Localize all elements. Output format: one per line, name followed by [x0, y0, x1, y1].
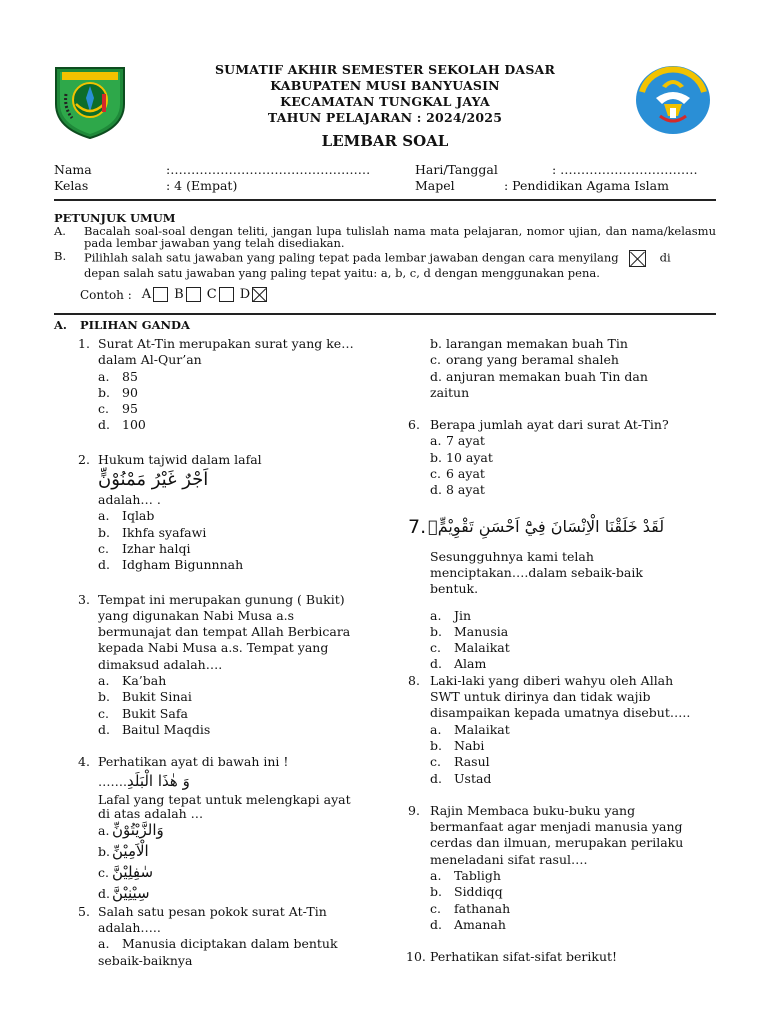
option-letter: c. [98, 540, 109, 556]
mapel-label: Mapel [415, 178, 455, 193]
question-text: cerdas dan ilmuan, merupakan perilaku [430, 835, 684, 851]
questions-right-column [408, 336, 708, 966]
question-number: 6. [408, 417, 420, 433]
question-text: Sesungguhnya kami telah [430, 548, 594, 564]
question-4 [78, 754, 378, 904]
option-text: Iqlab [122, 508, 155, 524]
option-b [98, 841, 378, 862]
option-letter: d. [430, 916, 442, 932]
option-letter: d. [430, 368, 442, 384]
musi-banyuasin-emblem-icon [52, 64, 128, 140]
option-c [430, 754, 708, 770]
option-letter: a. [98, 673, 110, 689]
question-text: dimaksud adalah…. [98, 656, 223, 672]
option-letter: b. [98, 689, 110, 705]
option-letter: c. [98, 705, 109, 721]
question-number: 9. [408, 802, 420, 818]
question-5 [78, 904, 378, 969]
option-text: anjuran memakan buah Tin dan [446, 368, 648, 384]
checkbox-icon [219, 287, 234, 302]
option-text: 6 ayat [446, 466, 485, 482]
option-d [430, 771, 708, 787]
checkbox-icon [186, 287, 201, 302]
section-label: A. [54, 318, 67, 332]
question-number: 3. [78, 591, 90, 607]
option-c [430, 901, 708, 917]
option-text: Ikhfa syafawi [122, 524, 207, 540]
option-text: سٰفِلِيْنَّ [112, 862, 154, 881]
option-a [430, 608, 708, 624]
option-c [430, 640, 708, 656]
instruction-a-label: A. [54, 223, 66, 238]
example-option-c-letter: C [206, 287, 217, 302]
option-b [430, 450, 708, 466]
option-letter: a. [430, 868, 442, 884]
option-d [98, 557, 378, 573]
question-number: 2. [78, 451, 90, 467]
question-text: bermunajat dan tempat Allah Berbicara [98, 624, 351, 640]
option-letter: a. [98, 822, 110, 838]
nama-field[interactable]: :………………………………………… [166, 162, 371, 177]
option-text: Bukit Safa [122, 705, 188, 721]
option-text: Tabligh [454, 868, 501, 884]
option-text: Malaikat [454, 721, 510, 737]
tut-wuri-handayani-emblem-icon [634, 64, 712, 136]
option-a [430, 722, 708, 738]
divider-top [54, 199, 716, 201]
option-a [98, 369, 378, 385]
option-letter: b. [98, 843, 110, 859]
question-number: 8. [408, 672, 420, 688]
option-letter: d. [430, 656, 442, 672]
option-letter: b. [430, 623, 442, 639]
option-text: Idgham Bigunnnah [122, 557, 244, 573]
option-letter: a. [430, 721, 442, 737]
question-text: Berapa jumlah ayat dari surat At-Tin? [430, 417, 669, 433]
option-a [430, 433, 708, 449]
question-3 [78, 592, 378, 739]
option-text: 100 [122, 417, 146, 433]
option-letter: b. [430, 449, 442, 465]
questions-left-column [78, 336, 378, 969]
option-text: Bukit Sinai [122, 689, 192, 705]
document-header [150, 62, 620, 150]
instruction-b-text-3: depan salah satu jawaban yang paling tepat yaitu: a, b, c, d dengan menggunakan pena. [84, 265, 600, 280]
example-option-d [240, 287, 271, 302]
option-letter: c. [430, 754, 441, 770]
option-b [430, 884, 708, 900]
question-5-continued [408, 336, 708, 401]
option-d [430, 656, 708, 672]
instruction-b-label: B. [54, 248, 67, 263]
option-b [430, 336, 708, 352]
option-b [98, 385, 378, 401]
option-continuation: sebaik-baiknya [98, 952, 193, 968]
instructions [54, 212, 716, 279]
option-text: 85 [122, 368, 138, 384]
hari-label: Hari/Tanggal [415, 162, 498, 177]
option-continuation: zaitun [430, 384, 470, 400]
sheet-title: LEMBAR SOAL [321, 132, 449, 150]
option-letter: a. [430, 607, 442, 623]
option-letter: d. [430, 482, 442, 498]
option-text: Amanah [454, 916, 506, 932]
option-text: 10 ayat [446, 449, 493, 465]
header-line-3: KECAMATAN TUNGKAL JAYA [280, 94, 490, 109]
option-text: Rasul [454, 754, 490, 770]
question-text: disampaikan kepada umatnya disebut….. [430, 705, 691, 721]
option-a [98, 936, 378, 952]
option-text: Baitul Maqdis [122, 721, 211, 737]
question-number: 4. [78, 754, 90, 770]
option-letter: a. [98, 508, 110, 524]
option-text: الْاَمِيْنِّ [112, 841, 149, 860]
option-letter: c. [98, 401, 109, 417]
arabic-verse-line [98, 771, 378, 792]
example-option-a-letter: A [141, 287, 152, 302]
option-text: Izhar halqi [122, 540, 191, 556]
header-line-4: TAHUN PELAJARAN : 2024/2025 [267, 110, 503, 125]
question-1 [78, 336, 378, 434]
nama-label: Nama [54, 162, 92, 177]
option-letter: c. [430, 466, 441, 482]
example-option-a [142, 287, 172, 302]
instruction-b-text-1: Pilihlah salah satu jawaban yang paling tepat pada lembar jawaban dengan cara menyilang [84, 250, 619, 264]
question-text: Rajin Membaca buku-buku yang [430, 802, 636, 818]
option-letter: b. [430, 336, 442, 351]
question-text: adalah….. [98, 920, 161, 936]
question-text: Perhatikan sifat-sifat berikut! [430, 949, 618, 965]
question-text: meneladani sifat rasul…. [430, 851, 588, 867]
option-letter: c. [430, 352, 441, 368]
question-text: adalah… . [98, 492, 161, 508]
example-option-b [174, 287, 205, 302]
question-text: menciptakan….dalam sebaik-baik [430, 564, 643, 580]
question-7 [408, 513, 708, 673]
option-text: Siddiqq [454, 884, 503, 900]
option-text: orang yang beramal shaleh [446, 352, 619, 368]
option-text: 95 [122, 401, 138, 417]
mapel-value: : Pendidikan Agama Islam [504, 178, 669, 193]
section-title: PILIHAN GANDA [80, 318, 190, 332]
example-label: Contoh : [80, 287, 132, 302]
instruction-b-text-2: di [659, 250, 671, 264]
identity-section [54, 162, 714, 194]
question-text: dalam Al-Qur’an [98, 352, 202, 368]
option-a [98, 508, 378, 524]
option-letter: b. [430, 737, 442, 753]
option-text: Manusia [454, 623, 509, 639]
option-letter: b. [98, 524, 110, 540]
option-c [98, 541, 378, 557]
option-letter: c. [430, 640, 441, 656]
option-letter: b. [430, 884, 442, 900]
arabic-text: لَقَدْ خَلَقْنَا الْاِنْسَانَ فِيْٓ اَحْسَنِ تَقْوِيْمٍّۖ [428, 516, 665, 536]
question-2 [78, 452, 378, 574]
question-text: Hukum tajwid dalam lafal [98, 451, 262, 467]
option-d [430, 917, 708, 933]
question-text: Surat At-Tin merupakan surat yang ke… [98, 336, 354, 351]
instruction-a-text: Bacalah soal-soal dengan teliti, jangan lupa tulislah nama mata pelajaran, nomor ujian, dan nama/kelasmu pada lembar jawaban yang telah disediakan. [84, 223, 716, 250]
option-text: Jin [454, 607, 472, 623]
question-6 [408, 417, 708, 498]
divider-bottom [54, 313, 716, 315]
option-text: Malaikat [454, 640, 510, 656]
question-text: Laki-laki yang diberi wahyu oleh Allah [430, 672, 674, 688]
option-c [98, 862, 378, 883]
question-7-heading [408, 513, 686, 541]
option-c [430, 352, 708, 368]
option-letter: c. [430, 900, 441, 916]
hari-field[interactable]: : …………………………… [552, 162, 698, 177]
option-text: Ka’bah [122, 673, 167, 689]
option-text: 7 ayat [446, 433, 485, 449]
option-letter: d. [430, 770, 442, 786]
question-number: 10. [406, 949, 426, 965]
blank-dots: ……. [98, 773, 127, 789]
question-number: 1. [78, 336, 90, 351]
option-text: وَالزَّيْتُوْنِّ [112, 820, 164, 839]
option-text: fathanah [454, 900, 511, 916]
question-number: 5. [78, 903, 90, 919]
option-text: larangan memakan buah Tin [446, 336, 628, 351]
example-row [80, 287, 273, 302]
option-d [98, 722, 378, 738]
option-a [98, 673, 378, 689]
option-text: Ustad [454, 770, 492, 786]
kelas-label: Kelas [54, 178, 89, 193]
option-letter: a. [98, 368, 110, 384]
option-c [98, 401, 378, 417]
option-text: سِيْنِيْنَّ [112, 883, 150, 902]
option-text: Manusia diciptakan dalam bentuk [122, 936, 338, 952]
header-line-1: SUMATIF AKHIR SEMESTER SEKOLAH DASAR [214, 62, 556, 77]
option-letter: d. [98, 885, 110, 901]
option-letter: d. [98, 417, 110, 433]
option-d [430, 482, 708, 498]
question-text: SWT untuk dirinya dan tidak wajib [430, 689, 651, 705]
option-letter: d. [98, 721, 110, 737]
question-text: Lafal yang tepat untuk melengkapi ayat [98, 791, 351, 807]
option-letter: c. [98, 864, 109, 880]
kelas-value: : 4 (Empat) [166, 178, 238, 193]
option-c [98, 706, 378, 722]
option-letter: d. [98, 557, 110, 573]
question-10 [408, 949, 708, 965]
option-c [430, 466, 708, 482]
question-text: bermanfaat agar menjadi manusia yang [430, 819, 683, 835]
instructions-title: PETUNJUK UMUM [54, 211, 176, 225]
question-text: bentuk. [430, 581, 479, 597]
option-text: Alam [454, 656, 487, 672]
option-b [430, 738, 708, 754]
option-letter: a. [430, 433, 442, 449]
option-text: Nabi [454, 737, 485, 753]
instruction-a [54, 225, 716, 250]
example-option-c [207, 287, 238, 302]
instruction-b [54, 250, 716, 280]
question-text: di atas adalah … [98, 805, 204, 821]
option-a [430, 868, 708, 884]
header-line-2: KABUPATEN MUSI BANYUASIN [270, 78, 500, 93]
option-text: 8 ayat [446, 482, 485, 498]
option-b [430, 624, 708, 640]
question-text: Tempat ini merupakan gunung ( Bukit) [98, 591, 345, 607]
arabic-text: وَ هٰذَا الْبَلَدِ [126, 771, 190, 790]
question-text: yang digunakan Nabi Musa a.s [98, 607, 295, 623]
question-text: Salah satu pesan pokok surat At-Tin [98, 903, 327, 919]
option-text: 90 [122, 384, 138, 400]
option-d [98, 417, 378, 433]
section-heading [54, 318, 190, 332]
question-text: kepada Nabi Musa a.s. Tempat yang [98, 640, 329, 656]
option-d [430, 369, 708, 385]
option-b [98, 689, 378, 705]
option-a [98, 820, 378, 841]
example-option-d-letter: D [239, 287, 251, 302]
option-b [98, 525, 378, 541]
checkbox-icon [153, 287, 168, 302]
question-number: 7. [408, 515, 427, 538]
arabic-text: اَجْرٌ غَيْرُ مَمْنُوْنٍّ [98, 469, 209, 491]
question-text: Perhatikan ayat di bawah ini ! [98, 754, 289, 770]
option-d [98, 883, 378, 904]
option-letter: a. [98, 936, 110, 952]
question-9 [408, 803, 708, 933]
question-8 [408, 673, 708, 787]
cross-box-icon [629, 250, 646, 267]
option-letter: b. [98, 384, 110, 400]
example-option-b-letter: B [174, 287, 184, 302]
crossed-checkbox-icon [252, 287, 267, 302]
